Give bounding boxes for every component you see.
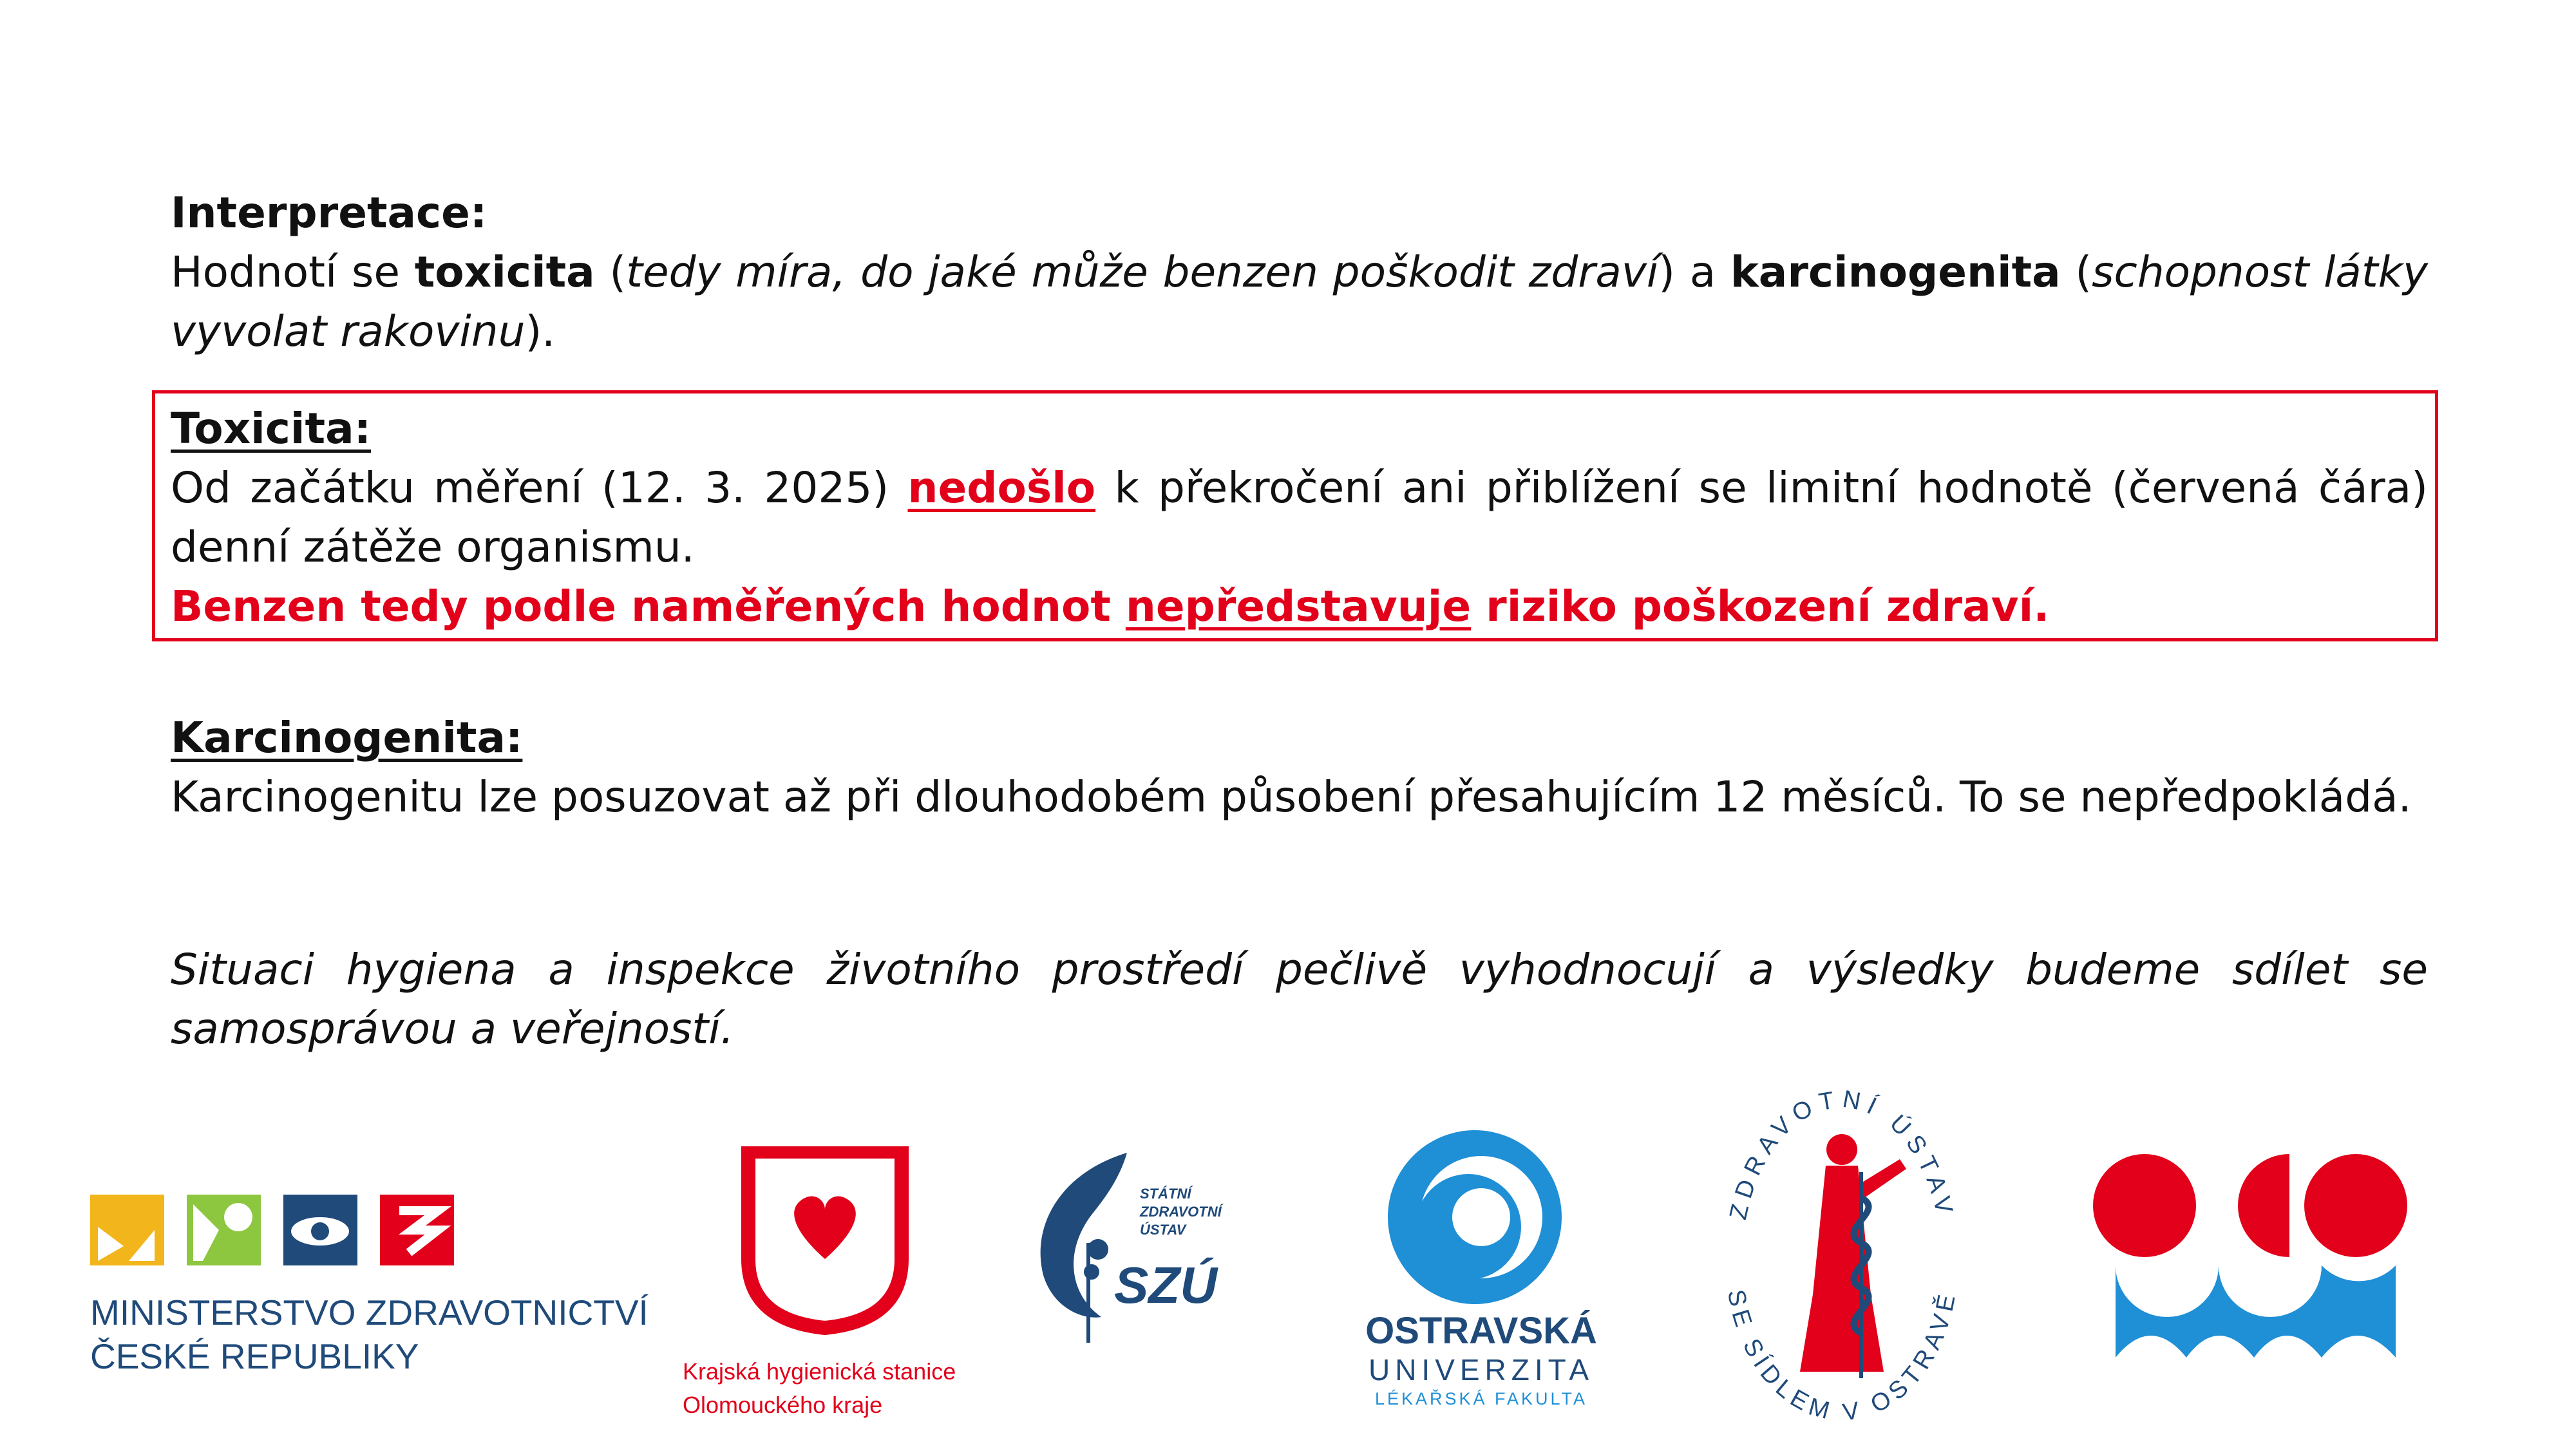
toxicita-heading: Toxicita: <box>171 404 372 453</box>
heart-shield-icon <box>683 1146 1018 1340</box>
szu-name-line2: ZDRAVOTNÍ <box>1140 1204 1222 1220</box>
karcinogenita-definition: schopnost látky vyvolat rakovinu <box>171 247 2429 356</box>
ou-logo <box>1352 1121 1610 1417</box>
szu-emblem-icon <box>1024 1146 1249 1352</box>
zu-logo <box>1713 1088 1971 1436</box>
circles-logo <box>2093 1153 2428 1372</box>
text-run: ). <box>525 307 556 356</box>
karcinogenita-heading: Karcinogenita: <box>171 713 523 762</box>
toxicita-section <box>171 399 2428 636</box>
szu-logo <box>1024 1146 1249 1352</box>
red-blue-circles-icon <box>2093 1153 2428 1372</box>
text-run: Od začátku měření (12. 3. 2025) <box>171 463 908 513</box>
nedoslo-highlight: nedošlo <box>907 463 1096 513</box>
karcinogenita-section <box>171 708 2428 827</box>
toxicita-term: toxicita <box>414 247 595 297</box>
karcinogenita-text: Karcinogenitu lze posuzovat až při dlouhodobém působení přesahujícím 12 měsíců. To se nepředpokládá. <box>171 772 2412 822</box>
ministry-name-line2: ČESKÉ REPUBLIKY <box>90 1336 419 1376</box>
ou-name-line2: UNIVERZITA <box>1368 1353 1595 1387</box>
zu-top-text: ZDRAVOTNÍ ÚSTAV <box>1725 1088 1959 1222</box>
karcinogenita-term: karcinogenita <box>1730 247 2061 297</box>
text-run: ( <box>2060 247 2092 297</box>
toxicita-text <box>171 459 2428 577</box>
khs-name-line2: Olomouckého kraje <box>683 1392 883 1418</box>
toxicita-definition: tedy míra, do jaké může benzen poškodit zdraví <box>626 247 1659 297</box>
khs-name-line1: Krajská hygienická stanice <box>683 1358 956 1385</box>
text-run: k překročení ani přiblížení se limitní hodnotě (červená čára) denní zátěže organismu. <box>171 463 2428 572</box>
toxicita-warning <box>171 577 2428 636</box>
ou-swirl-icon <box>1352 1121 1610 1307</box>
nepredstavuje-highlight: nepředstavuje <box>1125 582 1472 631</box>
text-run: ( <box>594 247 627 297</box>
text-run: ) a <box>1658 247 1730 297</box>
text-run: riziko poškození zdraví. <box>1471 582 2050 631</box>
interpretace-heading: Interpretace: <box>171 188 488 238</box>
szu-name-line3: ÚSTAV <box>1140 1222 1186 1238</box>
interpretace-section <box>171 184 2428 361</box>
interpretace-text <box>171 243 2428 361</box>
zu-bottom-text: SE SÍDLEM V OSTRAVĚ <box>1721 1287 1962 1426</box>
text-run: Benzen tedy podle naměřených hodnot <box>171 582 1126 631</box>
text-run: Hodnotí se <box>171 247 415 297</box>
ou-name-line3: LÉKAŘSKÁ FAKULTA <box>1374 1389 1588 1408</box>
ministry-name-line1: MINISTERSTVO ZDRAVOTNICTVÍ <box>90 1293 649 1332</box>
szu-abbr: SZÚ <box>1114 1256 1217 1314</box>
zu-seal-icon <box>1713 1088 1971 1436</box>
khs-logo <box>683 1146 1018 1430</box>
szu-name-line1: STÁTNÍ <box>1140 1186 1191 1202</box>
ministry-emblem-icon <box>90 1191 670 1275</box>
ou-name-line1: OSTRAVSKÁ <box>1365 1310 1597 1352</box>
ministry-logo <box>90 1191 670 1385</box>
closing-text: Situaci hygiena a inspekce životního prostředí pečlivě vyhodnocují a výsledky budeme sdílet se samosprávou a veřejností. <box>171 945 2428 1054</box>
